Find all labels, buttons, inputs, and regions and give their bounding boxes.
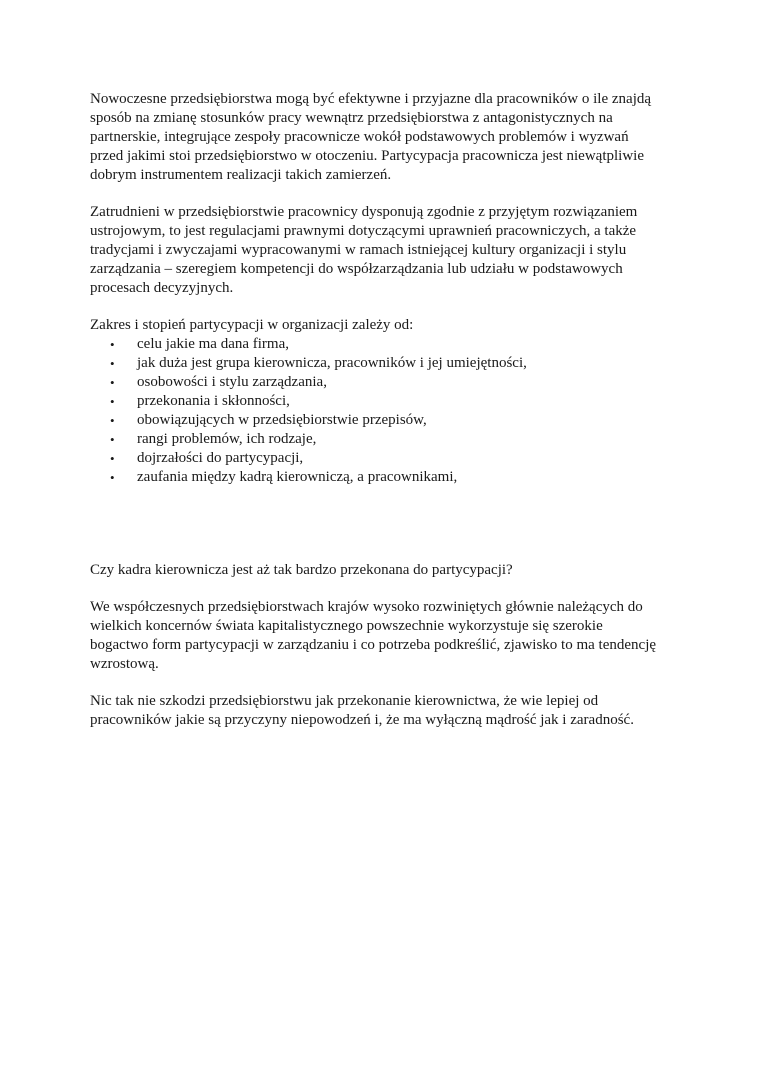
text-line: zarządzania – szeregiem kompetencji do współzarządzania lub udziału w podstawowych	[90, 261, 623, 277]
list-item-text: osobowości i stylu zarządzania,	[137, 374, 327, 390]
document-body	[90, 90, 680, 748]
text-line: bogactwo form partycypacji w zarządzaniu i co potrzeba podkreślić, zjawisko to ma tendencję	[90, 637, 657, 653]
paragraph-modern-companies	[90, 598, 680, 674]
text-line: We współczesnych przedsiębiorstwach krajów wysoko rozwiniętych głównie należących do	[90, 599, 643, 615]
text-line: pracowników jakie są przyczyny niepowodzeń i, że ma wyłączną mądrość jak i zaradność.	[90, 712, 634, 728]
text-line: procesach decyzyjnych.	[90, 280, 234, 296]
list-item	[90, 354, 680, 373]
paragraph-employees	[90, 203, 680, 298]
question-line	[90, 561, 680, 580]
bullet-list	[90, 335, 680, 487]
text-line: sposób na zmianę stosunków pracy wewnątrz przedsiębiorstwa z antagonistycznych na	[90, 110, 613, 126]
bullet-icon: •	[110, 375, 115, 390]
list-item	[90, 392, 680, 411]
list-item	[90, 335, 680, 354]
list-intro: Zakres i stopień partycypacji w organizacji zależy od:	[90, 317, 414, 333]
text-line: przed jakimi stoi przedsiębiorstwo w otoczeniu. Partycypacja pracownicza jest niewątpliwie	[90, 148, 644, 164]
text-line: Zatrudnieni w przedsiębiorstwie pracownicy dysponują zgodnie z przyjętym rozwiązaniem	[90, 204, 638, 220]
bullet-icon: •	[110, 470, 115, 485]
text-line: ustrojowym, to jest regulacjami prawnymi dotyczącymi uprawnień pracowniczych, a także	[90, 223, 637, 239]
bullet-icon: •	[110, 356, 115, 371]
list-item	[90, 468, 680, 487]
list-item	[90, 430, 680, 449]
bullet-icon: •	[110, 432, 115, 447]
paragraph-intro	[90, 90, 680, 185]
text-line: Nowoczesne przedsiębiorstwa mogą być efektywne i przyjazne dla pracowników o ile znajdą	[90, 91, 652, 107]
list-item-text: celu jakie ma dana firma,	[137, 336, 290, 352]
text-line: tradycjami i zwyczajami wypracowanymi w ramach istniejącej kultury organizacji i stylu	[90, 242, 627, 258]
list-item-text: obowiązujących w przedsiębiorstwie przepisów,	[137, 412, 427, 428]
bullet-icon: •	[110, 337, 115, 352]
list-item-text: jak duża jest grupa kierownicza, pracowników i jej umiejętności,	[137, 355, 527, 371]
text-line: dobrym instrumentem realizacji takich zamierzeń.	[90, 167, 392, 183]
list-item	[90, 411, 680, 430]
list-item	[90, 373, 680, 392]
list-item	[90, 449, 680, 468]
text-line: Czy kadra kierownicza jest aż tak bardzo przekonana do partycypacji?	[90, 562, 513, 578]
text-line: partnerskie, integrujące zespoły pracownicze wokół podstawowych problemów i wyzwań	[90, 129, 629, 145]
bullet-icon: •	[110, 451, 115, 466]
list-item-text: zaufania między kadrą kierowniczą, a pracownikami,	[137, 469, 458, 485]
blank-space	[90, 487, 680, 561]
list-item-text: rangi problemów, ich rodzaje,	[137, 431, 317, 447]
paragraph-conclusion	[90, 692, 680, 730]
text-line: wielkich koncernów świata kapitalistycznego powszechnie wykorzystuje się szerokie	[90, 618, 603, 634]
list-item-text: przekonania i skłonności,	[137, 393, 290, 409]
bullet-icon: •	[110, 394, 115, 409]
list-item-text: dojrzałości do partycypacji,	[137, 450, 304, 466]
bullet-icon: •	[110, 413, 115, 428]
text-line: wzrostową.	[90, 656, 159, 672]
text-line: Nic tak nie szkodzi przedsiębiorstwu jak przekonanie kierownictwa, że wie lepiej od	[90, 693, 599, 709]
